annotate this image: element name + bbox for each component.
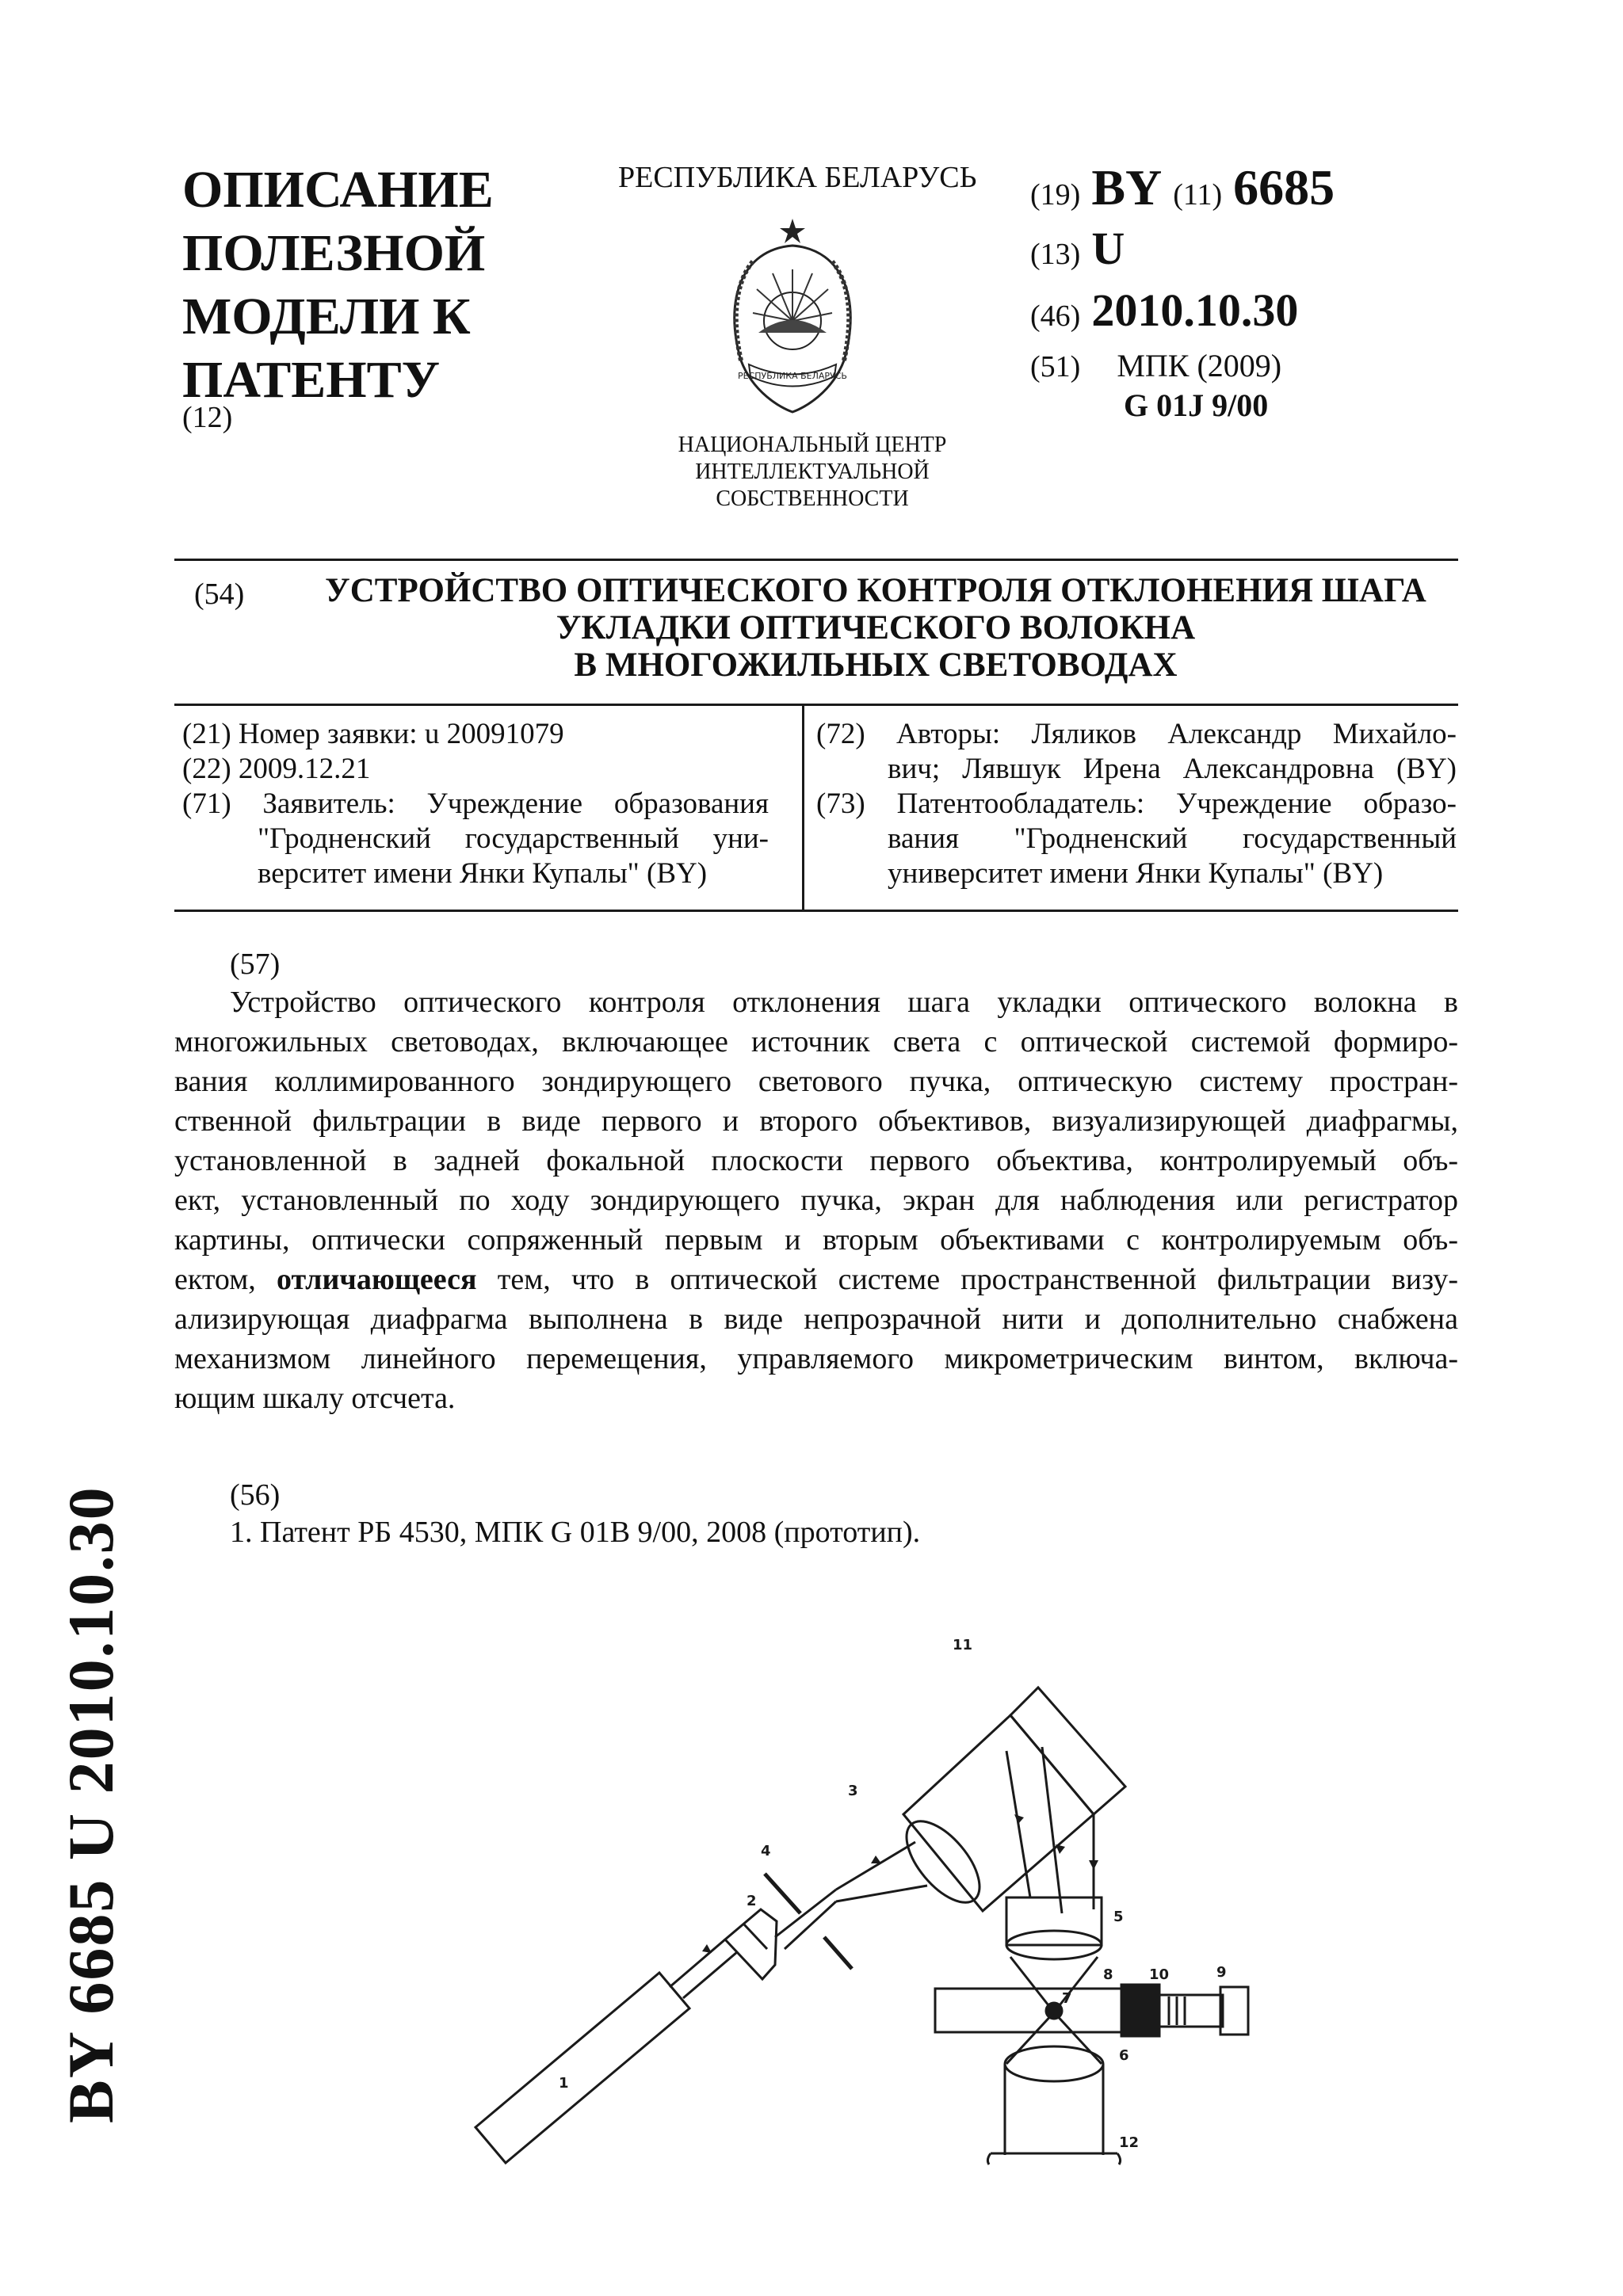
claim-text-fragment: ектом, xyxy=(174,1263,256,1296)
figure-label: 3 xyxy=(848,1783,858,1799)
collimator xyxy=(725,1909,777,1979)
figure-label: 2 xyxy=(747,1893,757,1909)
code-19: (19) xyxy=(1030,178,1081,212)
application-line: вания "Гродненский государственный xyxy=(888,822,1457,855)
claim-distinguishing-word: отличающееся xyxy=(276,1263,477,1296)
document-type-title xyxy=(182,158,594,412)
side-document-code: BY 6685 U 2010.10.30 xyxy=(55,1486,127,2123)
kind-code: U xyxy=(1091,223,1125,274)
micrometer xyxy=(1121,1985,1159,2036)
center-line: ИНТЕЛЛЕКТУАЛЬНОЙ xyxy=(695,460,930,484)
application-line: (73) Патентообладатель: Учреждение образо- xyxy=(816,788,1457,820)
application-data-right xyxy=(816,717,1457,891)
claim-line: картины, оптически сопряженный первым и вторым объективами с контролируемым объ- xyxy=(174,1223,1458,1257)
claim-line: вания коллимированного зондирующего светового пучка, оптическую систему простран- xyxy=(174,1065,1458,1098)
claim-line: ющим шкалу отсчета. xyxy=(174,1382,456,1415)
code-12: (12) xyxy=(182,401,233,434)
code-56: (56) xyxy=(230,1478,281,1512)
title-line: ОПИСАНИЕ xyxy=(182,161,494,219)
application-line: (72) Авторы: Ляликов Александр Михайло- xyxy=(816,718,1457,750)
figure-label: 8 xyxy=(1103,1966,1113,1983)
publication-date: 2010.10.30 xyxy=(1091,284,1299,336)
title-line: МОДЕЛИ К xyxy=(182,288,471,345)
figure-label: 4 xyxy=(761,1843,771,1859)
claim-line: Устройство оптического контроля отклонения шага укладки оптического волокна в xyxy=(230,986,1458,1019)
claim-text xyxy=(174,982,1458,1418)
country-code: BY xyxy=(1091,159,1163,215)
mpk-code: G 01J 9/00 xyxy=(1124,387,1269,423)
row-51 xyxy=(1030,347,1474,387)
patent-number: 6685 xyxy=(1233,159,1335,215)
claim-text-fragment: тем, что в оптической системе пространственной фильтрации визу- xyxy=(497,1263,1459,1296)
application-line: вич; Лявшук Ирена Александровна (BY) xyxy=(888,753,1457,785)
optical-scheme-figure xyxy=(460,1616,1252,2187)
code-13: (13) xyxy=(1030,238,1081,271)
reference-item: 1. Патент РБ 4530, МПК G 01B 9/00, 2008 (прототип). xyxy=(230,1516,921,1549)
sample-holder xyxy=(935,1989,1121,2032)
figure-label: 6 xyxy=(1119,2047,1129,2064)
invention-title-line: УКЛАДКИ ОПТИЧЕСКОГО ВОЛОКНА xyxy=(556,609,1196,646)
lens-3 xyxy=(903,1715,1094,1911)
row-19-11 xyxy=(1030,158,1474,222)
application-line: университет имени Янки Купалы" (BY) xyxy=(888,857,1384,890)
figure-label: 9 xyxy=(1216,1964,1227,1981)
figure-label: 11 xyxy=(953,1637,973,1653)
state-emblem-icon xyxy=(709,214,876,420)
rule-bottom xyxy=(174,910,1458,912)
mirror-11 xyxy=(1010,1688,1125,1814)
figure-label: 1 xyxy=(559,2075,569,2092)
row-mpk-code xyxy=(1030,387,1474,424)
emblem-ribbon-text: РЕСПУБЛИКА БЕЛАРУСЬ xyxy=(738,371,847,381)
claim-line: ект, установленный по ходу зондирующего пучка, экран для наблюдения или регистратор xyxy=(174,1184,1458,1217)
bibliographic-codes xyxy=(1030,158,1474,424)
title-line: ПОЛЕЗНОЙ xyxy=(182,224,486,282)
rule-top xyxy=(174,559,1458,561)
application-data-left xyxy=(182,717,769,891)
claim-line: ственной фильтрации в виде первого и второго объективов, визуализирующей диафрагмы, xyxy=(174,1104,1458,1138)
claim-line: установленной в задней фокальной плоскости первого объектива, контролируемый объ- xyxy=(174,1144,1458,1177)
center-line: СОБСТВЕННОСТИ xyxy=(716,486,909,511)
code-54: (54) xyxy=(194,578,245,611)
code-11: (11) xyxy=(1173,178,1223,212)
application-line: верситет имени Янки Купалы" (BY) xyxy=(258,857,708,890)
rule-middle xyxy=(174,704,1458,706)
row-46 xyxy=(1030,284,1474,347)
rule-column-divider xyxy=(802,704,804,911)
screen xyxy=(987,2153,1120,2164)
figure-label: 12 xyxy=(1119,2134,1140,2151)
application-line: (22) 2009.12.21 xyxy=(182,753,371,785)
row-13 xyxy=(1030,222,1474,284)
national-center-name xyxy=(650,432,975,513)
light-source xyxy=(475,1973,689,2163)
invention-title xyxy=(262,572,1490,684)
claim-line-with-emphasis xyxy=(174,1260,1458,1299)
center-line: НАЦИОНАЛЬНЫЙ ЦЕНТР xyxy=(678,433,947,457)
code-51: (51) xyxy=(1030,350,1081,383)
figure-label: 10 xyxy=(1149,1966,1170,1983)
lens-6 xyxy=(1005,2046,1103,2081)
claim-line: многожильных световодах, включающее источник света с оптической системой формиро- xyxy=(174,1025,1458,1058)
mpk-label: МПК (2009) xyxy=(1117,348,1282,383)
lens-5 xyxy=(1006,1897,1102,1945)
figure-label: 5 xyxy=(1113,1909,1124,1925)
code-57: (57) xyxy=(230,948,281,981)
title-line: ПАТЕНТУ xyxy=(182,351,441,409)
invention-title-line: УСТРОЙСТВО ОПТИЧЕСКОГО КОНТРОЛЯ ОТКЛОНЕНИЯ ШАГА xyxy=(325,572,1426,609)
claim-line: механизмом линейного перемещения, управляемого микрометрическим винтом, включа- xyxy=(174,1342,1458,1375)
republic-name: РЕСПУБЛИКА БЕЛАРУСЬ xyxy=(618,161,977,194)
invention-title-line: В МНОГОЖИЛЬНЫХ СВЕТОВОДАХ xyxy=(574,646,1178,684)
claim-line: ализирующая диафрагма выполнена в виде непрозрачной нити и дополнительно снабжена xyxy=(174,1302,1458,1336)
knob xyxy=(1220,1987,1248,2035)
figure-label: 7 xyxy=(1062,1990,1072,2007)
application-line: (21) Номер заявки: u 20091079 xyxy=(182,718,564,750)
application-line: "Гродненский государственный уни- xyxy=(258,822,769,855)
application-line: (71) Заявитель: Учреждение образования xyxy=(182,788,769,820)
code-46: (46) xyxy=(1030,299,1081,333)
